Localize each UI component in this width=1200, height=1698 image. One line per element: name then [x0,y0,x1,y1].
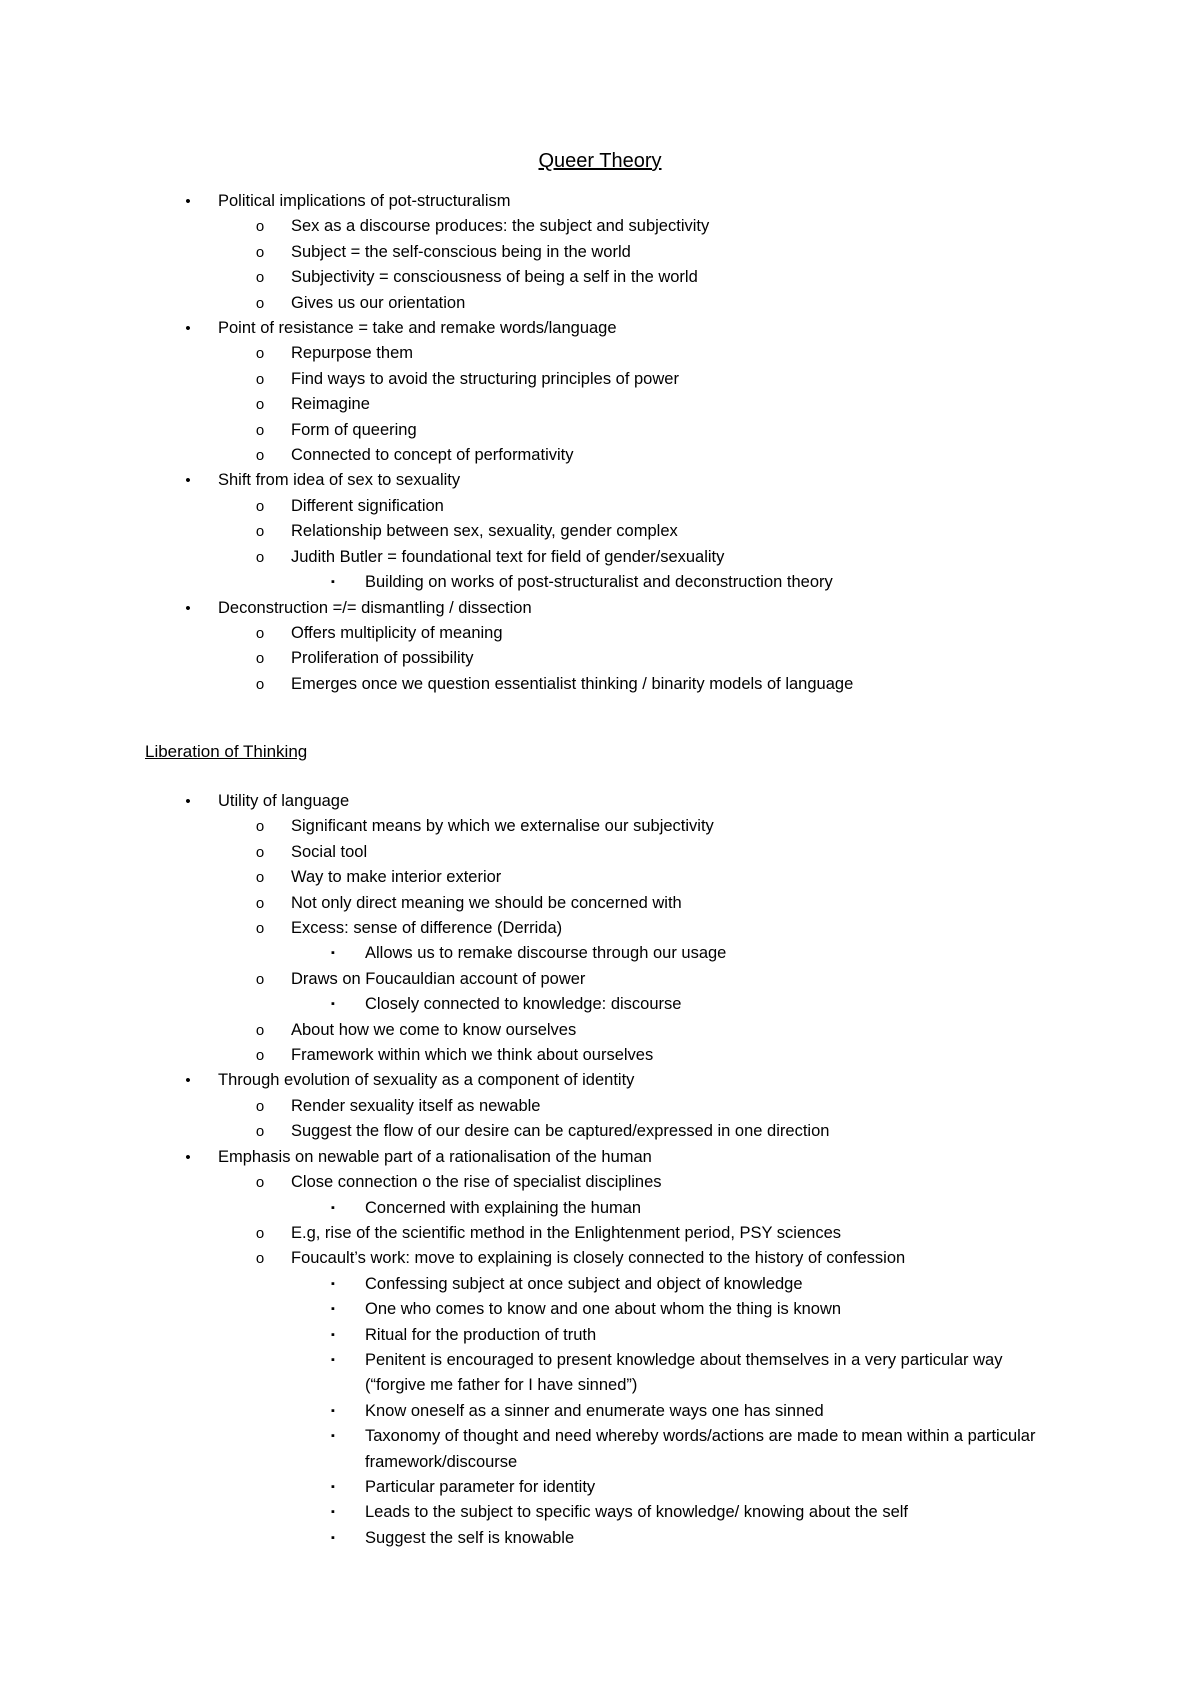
list-item [0,992,1055,1017]
circle-bullet-icon: o [255,1123,265,1141]
list-item [0,265,1200,290]
circle-bullet-icon: o [255,218,265,236]
list-item [0,1500,1055,1525]
square-bullet-icon: ▪ [331,1506,335,1519]
list-item-text: Penitent is encouraged to present knowledge about themselves in a very particular way (“forgive me father for I have sinned”) [365,1350,1003,1395]
list-item [0,1297,1055,1322]
list-item-text: Significant means by which we externalise our subjectivity [291,817,714,836]
list-item-text: Building on works of post-structuralist and deconstruction theory [365,573,833,592]
list-item [0,1196,1055,1221]
square-bullet-icon: ▪ [331,947,335,960]
list-item-text: Relationship between sex, sexuality, gender complex [291,522,678,541]
list-item-text: Leads to the subject to specific ways of knowledge/ knowing about the self [365,1503,908,1522]
list-item-text: Form of queering [291,420,417,439]
outline-list-liberation-of-thinking [0,789,1200,1551]
circle-bullet-icon: o [255,523,265,541]
list-item [0,316,1200,341]
list-item-text: Way to make interior exterior [291,868,502,887]
list-item [0,789,1200,814]
list-item [0,1526,1055,1551]
bullet-icon: • [185,193,191,210]
list-item-text: Social tool [291,842,368,861]
circle-bullet-icon: o [255,396,265,414]
list-item [0,1094,1200,1119]
square-bullet-icon: ▪ [331,1328,335,1341]
list-item-text: Proliferation of possibility [291,649,474,668]
list-item-text: Deconstruction =/= dismantling / dissection [218,598,532,617]
bullet-icon: • [185,793,191,810]
list-item-text: E.g, rise of the scientific method in the Enlightenment period, PSY sciences [291,1223,841,1242]
list-item [0,214,1200,239]
list-item [0,840,1200,865]
circle-bullet-icon: o [255,843,265,861]
circle-bullet-icon: o [255,1250,265,1268]
list-item [0,1272,1055,1297]
circle-bullet-icon: o [255,269,265,287]
list-item [0,672,1200,697]
list-item-text: Framework within which we think about ourselves [291,1046,654,1065]
list-item [0,1145,1200,1170]
list-item [0,519,1200,544]
list-item [0,1068,1200,1093]
list-item-text: Ritual for the production of truth [365,1325,597,1344]
list-item-text: Repurpose them [291,344,413,363]
list-item [0,367,1200,392]
list-item [0,418,1200,443]
list-item [0,621,1200,646]
square-bullet-icon: ▪ [331,1430,335,1443]
list-item [0,967,1200,992]
list-item-text: Different signification [291,496,444,515]
document-title: Queer Theory [538,150,662,172]
circle-bullet-icon: o [255,1021,265,1039]
circle-bullet-icon: o [255,894,265,912]
list-item-text: Reimagine [291,395,370,414]
list-item [0,240,1200,265]
bullet-icon: • [185,320,191,338]
circle-bullet-icon: o [255,869,265,887]
circle-bullet-icon: o [255,1174,265,1192]
circle-bullet-icon: o [255,650,265,668]
square-bullet-icon: ▪ [331,1201,335,1214]
list-item-text: Close connection o the rise of specialist disciplines [291,1173,662,1192]
bullet-icon: • [185,599,191,617]
list-item-text: Offers multiplicity of meaning [291,623,503,642]
list-item-text: Draws on Foucauldian account of power [291,969,586,988]
bullet-icon: • [185,1148,191,1166]
list-item-text: Connected to concept of performativity [291,446,574,465]
list-item [0,1323,1055,1348]
list-item-text: About how we come to know ourselves [291,1020,577,1039]
list-item-text: Find ways to avoid the structuring principles of power [291,369,679,388]
circle-bullet-icon: o [255,920,265,938]
list-item-text: Subjectivity = consciousness of being a self in the world [291,268,698,287]
list-item-text: Not only direct meaning we should be concerned with [291,893,682,912]
circle-bullet-icon: o [255,548,265,566]
list-item-text: Excess: sense of difference (Derrida) [291,919,563,938]
list-item [0,1170,1200,1195]
list-item-text: Confessing subject at once subject and object of knowledge [365,1274,803,1293]
list-item-text: Foucault’s work: move to explaining is closely connected to the history of confession [291,1249,906,1268]
section-heading: Liberation of Thinking [145,742,308,761]
list-item [0,1018,1200,1043]
square-bullet-icon: ▪ [331,998,335,1011]
list-item [0,1399,1055,1424]
circle-bullet-icon: o [255,447,265,465]
circle-bullet-icon: o [255,1047,265,1065]
list-item [0,570,1055,595]
circle-bullet-icon: o [255,370,265,388]
circle-bullet-icon: o [255,345,265,363]
list-item [0,494,1200,519]
list-item [0,1348,1055,1399]
circle-bullet-icon: o [255,818,265,836]
list-item-text: Allows us to remake discourse through our usage [365,944,727,963]
circle-bullet-icon: o [255,421,265,439]
circle-bullet-icon: o [255,1224,265,1242]
circle-bullet-icon: o [255,675,265,693]
list-item [0,189,1200,214]
list-item-text: Emphasis on newable part of a rationalisation of the human [218,1147,652,1166]
list-item-text: Emerges once we question essentialist thinking / binarity models of language [291,674,854,693]
circle-bullet-icon: o [255,497,265,515]
list-item [0,545,1200,570]
list-item-text: Taxonomy of thought and need whereby words/actions are made to mean within a particular framework/discourse [365,1427,1036,1471]
list-item-text: Gives us our orientation [291,293,466,312]
list-item [0,1221,1200,1246]
outline-list-queer-theory [0,189,1200,697]
list-item-text: Judith Butler = foundational text for field of gender/sexuality [291,547,725,566]
list-item [0,1119,1200,1144]
list-item-text: Suggest the flow of our desire can be captured/expressed in one direction [291,1122,830,1141]
list-item [0,392,1200,417]
circle-bullet-icon: o [255,970,265,988]
list-item [0,1043,1200,1068]
list-item-text: Suggest the self is knowable [365,1528,575,1547]
list-item-text: Political implications of pot-structuralism [218,192,511,210]
bullet-icon: • [185,1072,191,1090]
square-bullet-icon: ▪ [331,1404,335,1417]
list-item-text: Shift from idea of sex to sexuality [218,471,461,490]
list-item [0,468,1200,493]
list-item-text: Particular parameter for identity [365,1477,596,1496]
square-bullet-icon: ▪ [331,1531,335,1544]
list-item-text: Point of resistance = take and remake words/language [218,319,617,338]
list-item [0,341,1200,366]
list-item-text: Subject = the self-conscious being in the world [291,242,631,261]
square-bullet-icon: ▪ [331,1303,335,1316]
square-bullet-icon: ▪ [331,1353,335,1366]
list-item [0,1424,1055,1475]
list-item [0,814,1200,839]
list-item [0,443,1200,468]
list-item [0,916,1200,941]
circle-bullet-icon: o [255,624,265,642]
square-bullet-icon: ▪ [331,1480,335,1493]
list-item [0,891,1200,916]
list-item-text: Render sexuality itself as newable [291,1096,541,1115]
bullet-icon: • [185,472,191,490]
list-item [0,941,1055,966]
list-item-text: Utility of language [218,792,350,810]
list-item [0,1475,1055,1500]
circle-bullet-icon: o [255,243,265,261]
circle-bullet-icon: o [255,294,265,312]
list-item-text: Through evolution of sexuality as a component of identity [218,1071,635,1090]
list-item [0,596,1200,621]
list-item-text: Know oneself as a sinner and enumerate ways one has sinned [365,1401,824,1420]
list-item-text: One who comes to know and one about whom the thing is known [365,1300,842,1319]
list-item [0,646,1200,671]
list-item [0,1246,1200,1271]
square-bullet-icon: ▪ [331,576,335,589]
list-item-text: Concerned with explaining the human [365,1198,642,1217]
circle-bullet-icon: o [255,1097,265,1115]
list-item-text: Closely connected to knowledge: discourse [365,995,682,1014]
square-bullet-icon: ▪ [331,1277,335,1290]
list-item-text: Sex as a discourse produces: the subject and subjectivity [291,217,710,236]
list-item [0,865,1200,890]
list-item [0,291,1200,316]
